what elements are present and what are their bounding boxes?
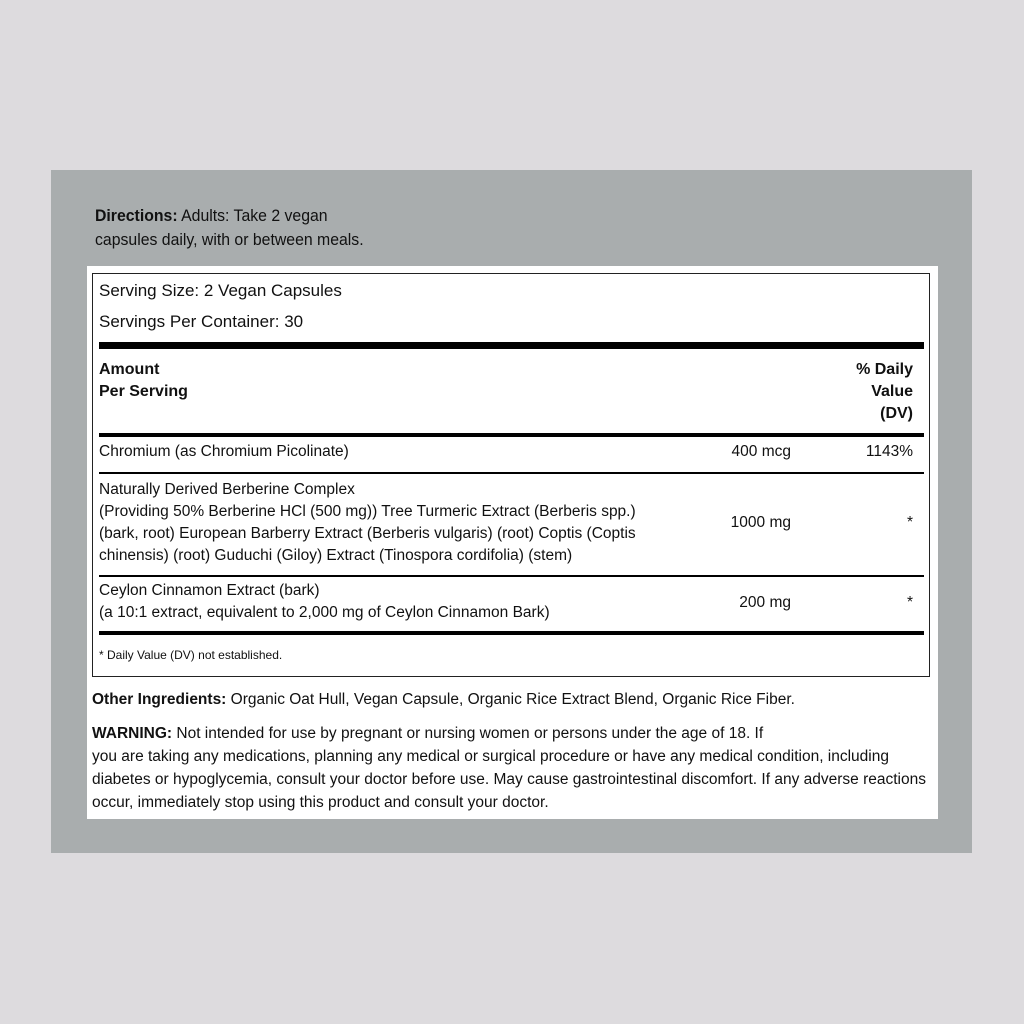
bottom-divider — [99, 631, 924, 635]
dv-footnote: * Daily Value (DV) not established. — [99, 648, 283, 662]
warning-line-2: you are taking any medications, planning any medical or surgical procedure or have any medical condition, including — [92, 748, 889, 765]
thick-divider — [99, 342, 924, 349]
ingredient-name — [99, 580, 550, 624]
header-divider — [99, 433, 924, 437]
warning-line-1: Not intended for use by pregnant or nursing women or persons under the age of 18. If — [172, 725, 764, 742]
warning-line-4: occur, immediately stop using this product and consult your doctor. — [92, 794, 549, 811]
row-divider — [99, 472, 924, 474]
directions-line-2: capsules daily, with or between meals. — [95, 230, 364, 249]
ingredient-amount: 200 mg — [739, 594, 791, 611]
ingredient-line: Chromium (as Chromium Picolinate) — [99, 443, 349, 460]
ingredient-daily-value: * — [906, 514, 913, 531]
header-dv: (DV) — [880, 405, 913, 422]
daily-value-header — [856, 359, 913, 425]
header-per-serving: Per Serving — [99, 383, 188, 400]
other-ingredients-label: Other Ingredients: — [92, 691, 227, 708]
directions-line-1: Adults: Take 2 vegan — [177, 206, 328, 225]
ingredient-daily-value: 1143% — [865, 443, 913, 460]
other-ingredients-text: Organic Oat Hull, Vegan Capsule, Organic Rice Extract Blend, Organic Rice Fiber. — [226, 691, 795, 708]
ingredient-amount: 400 mcg — [731, 443, 791, 460]
ingredient-line: (a 10:1 extract, equivalent to 2,000 mg of Ceylon Cinnamon Bark) — [99, 604, 550, 621]
header-percent-daily: % Daily — [856, 361, 913, 378]
warning-text — [92, 722, 932, 814]
ingredient-line: (Providing 50% Berberine HCl (500 mg)) Tree Turmeric Extract (Berberis spp.) — [99, 503, 636, 520]
ingredient-line: (bark, root) European Barberry Extract (Berberis vulgaris) (root) Coptis (Coptis — [99, 525, 636, 542]
header-amount: Amount — [99, 361, 160, 378]
directions-text — [95, 204, 430, 252]
ingredient-line: Naturally Derived Berberine Complex — [99, 481, 355, 498]
warning-label: WARNING: — [92, 725, 173, 742]
ingredient-line: Ceylon Cinnamon Extract (bark) — [99, 582, 320, 599]
ingredient-amount: 1000 mg — [730, 514, 791, 531]
other-ingredients — [92, 689, 912, 711]
ingredient-daily-value: * — [906, 594, 913, 611]
servings-per-container: Servings Per Container: 30 — [99, 312, 304, 331]
ingredient-name — [99, 479, 636, 567]
serving-size: Serving Size: 2 Vegan Capsules — [99, 281, 342, 300]
header-value: Value — [871, 383, 913, 400]
amount-per-serving-header — [99, 359, 188, 403]
supplement-facts-table — [92, 273, 930, 677]
directions-label: Directions: — [95, 206, 178, 225]
row-divider — [99, 575, 924, 577]
ingredient-name — [99, 441, 349, 463]
warning-line-3: diabetes or hypoglycemia, consult your doctor before use. May cause gastrointestinal discomfort. If any adverse reactions — [92, 771, 926, 788]
ingredient-line: chinensis) (root) Guduchi (Giloy) Extract (Tinospora cordifolia) (stem) — [99, 547, 573, 564]
